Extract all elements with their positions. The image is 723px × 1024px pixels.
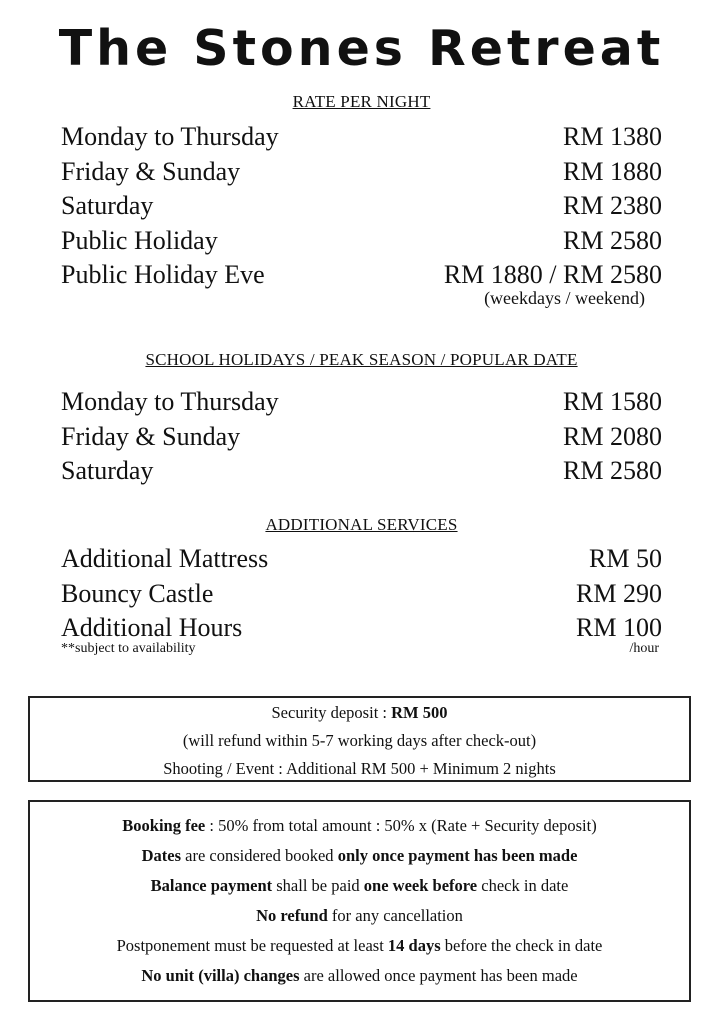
rate-row-mon-thu (61, 120, 662, 154)
refund-note: (will refund within 5-7 working days after check-out) (182, 731, 537, 750)
service-value: RM 100 (576, 613, 662, 642)
unit-end: are allowed once payment has been made (299, 966, 578, 985)
service-row-additional-hours (61, 611, 662, 645)
deposit-label: Security deposit : (271, 703, 392, 722)
additional-services-heading: ADDITIONAL SERVICES (265, 515, 458, 534)
booking-fee-line (30, 815, 689, 837)
rate-label: Public Holiday Eve (61, 260, 265, 289)
shooting-note: Shooting / Event : Additional RM 500 + Minimum 2 nights (163, 759, 556, 778)
rate-value: RM 2380 (563, 191, 662, 220)
booking-policy-box (28, 800, 691, 1002)
peak-label: Friday & Sunday (61, 422, 241, 451)
rate-row-fri-sun (61, 155, 662, 189)
rate-label: Public Holiday (61, 226, 218, 255)
dates-mid: are considered booked (181, 846, 338, 865)
peak-label: Saturday (61, 456, 154, 485)
deposit-line (30, 702, 689, 724)
rate-label: Saturday (61, 191, 154, 220)
dates-bold: Dates (141, 846, 181, 865)
eve-note: (weekdays / weekend) (484, 288, 645, 308)
booking-fee-label: Booking fee (122, 816, 206, 835)
security-deposit-box (28, 696, 691, 782)
postpone-bold: 14 days (387, 936, 441, 955)
dates-bold2: only once payment has been made (337, 846, 578, 865)
unit-change-line (30, 965, 689, 987)
refund-bold: No refund (256, 906, 328, 925)
service-row-bouncy-castle (61, 577, 662, 611)
availability-note: **subject to availability (61, 641, 196, 656)
service-value: RM 290 (576, 579, 662, 608)
rate-row-public-holiday (61, 224, 662, 258)
balance-bold: Balance payment (150, 876, 273, 895)
rate-row-saturday (61, 189, 662, 223)
service-label: Additional Mattress (61, 544, 269, 573)
service-label: Bouncy Castle (61, 579, 214, 608)
booking-fee-text: : 50% from total amount : 50% x (Rate + Security deposit) (205, 816, 597, 835)
peak-label: Monday to Thursday (61, 387, 279, 416)
postpone-line (30, 935, 689, 957)
rate-value: RM 1380 (563, 122, 662, 151)
rate-label: Friday & Sunday (61, 157, 241, 186)
rate-row-public-holiday-eve (61, 258, 662, 292)
rate-per-night-heading: RATE PER NIGHT (292, 92, 431, 111)
dates-line (30, 845, 689, 867)
page-title: The Stones Retreat (58, 20, 665, 77)
balance-line (30, 875, 689, 897)
balance-mid: shall be paid (272, 876, 364, 895)
postpone-end: before the check in date (440, 936, 603, 955)
rate-value: RM 1880 / RM 2580 (443, 260, 662, 289)
service-row-mattress (61, 542, 662, 576)
refund-line (30, 905, 689, 927)
peak-value: RM 1580 (563, 387, 662, 416)
peak-row-fri-sun (61, 420, 662, 454)
hour-unit: /hour (629, 641, 659, 656)
service-label: Additional Hours (61, 613, 243, 642)
unit-bold: No unit (villa) changes (141, 966, 300, 985)
peak-season-heading: SCHOOL HOLIDAYS / PEAK SEASON / POPULAR DATE (145, 350, 578, 369)
peak-value: RM 2080 (563, 422, 662, 451)
service-value: RM 50 (589, 544, 662, 573)
rate-value: RM 2580 (563, 226, 662, 255)
refund-end: for any cancellation (327, 906, 463, 925)
postpone-start: Postponement must be requested at least (116, 936, 388, 955)
rate-value: RM 1880 (563, 157, 662, 186)
balance-bold2: one week before (363, 876, 478, 895)
peak-row-saturday (61, 454, 662, 488)
balance-end: check in date (477, 876, 569, 895)
peak-value: RM 2580 (563, 456, 662, 485)
peak-row-mon-thu (61, 385, 662, 419)
deposit-value: RM 500 (391, 703, 448, 722)
rate-label: Monday to Thursday (61, 122, 279, 151)
